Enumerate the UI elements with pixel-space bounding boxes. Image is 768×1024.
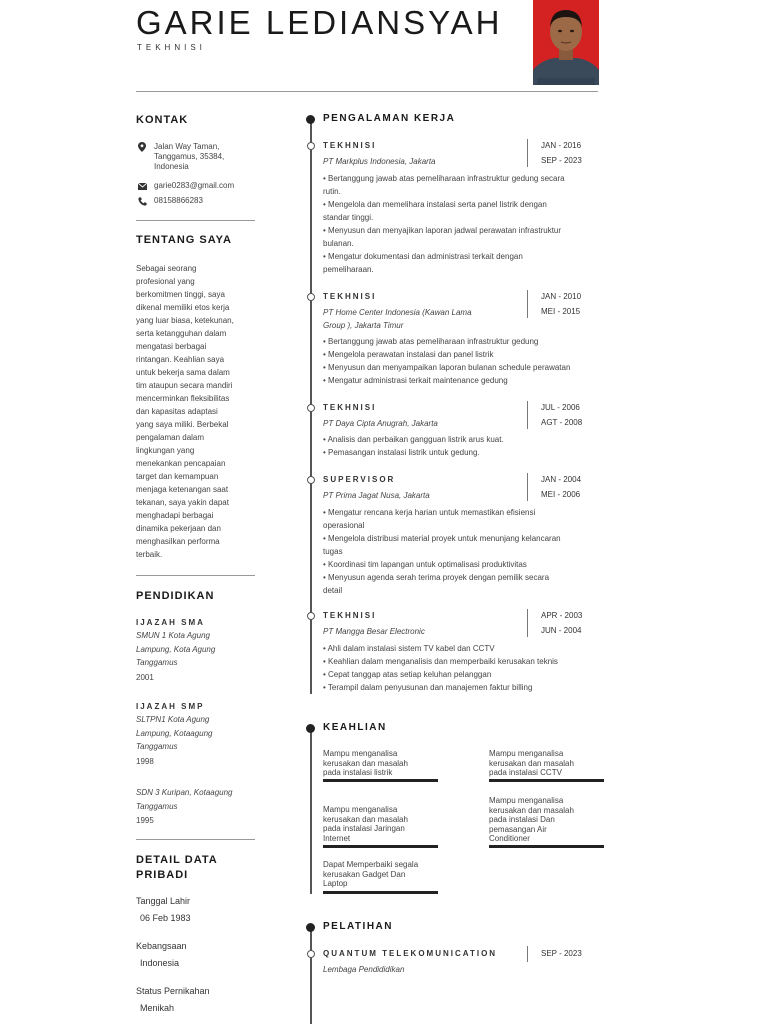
duty-line: detail [323, 586, 343, 595]
training-date: SEP - 2023 [541, 949, 582, 958]
skill-item [489, 796, 574, 844]
job-title: TEKHNISI [323, 141, 377, 150]
date-divider [527, 946, 528, 962]
education-line: SLTPN1 Kota Agung [136, 715, 210, 724]
phone-icon [136, 196, 148, 206]
job-company-line: PT Markplus Indonesia, Jakarta [323, 157, 436, 166]
keahlian-title: KEAHLIAN [323, 722, 387, 733]
about-line: tekanan, saya yakin dapat [136, 498, 229, 507]
kontak-divider [136, 220, 255, 221]
education-year: 1995 [136, 816, 154, 825]
duty-line: • Bertanggung jawab atas pemeliharaan infrastruktur gedung secara [323, 174, 565, 183]
date-divider [527, 139, 528, 167]
duty-line: operasional [323, 521, 365, 530]
skill-text [323, 805, 408, 843]
job-end: JUN - 2004 [541, 626, 582, 635]
timeline-node [307, 142, 315, 150]
section-bullet [306, 923, 315, 932]
duty-line: • Analisis dan perbaikan gangguan listrik arus kuat. [323, 435, 504, 444]
job-duties [323, 335, 618, 387]
education-line: Tanggamus [136, 801, 178, 811]
address-line: Jalan Way Taman, [154, 142, 220, 151]
header-divider [136, 91, 598, 92]
education-line: Tanggamus [136, 742, 178, 751]
skill-bar [323, 845, 438, 848]
timeline-node [307, 293, 315, 301]
job-company-line: PT Home Center Indonesia (Kawan Lama [323, 308, 472, 317]
job-dates [541, 400, 582, 430]
job-company-line: PT Daya Cipta Anugrah, Jakarta [323, 419, 438, 428]
pengalaman-title: PENGALAMAN KERJA [323, 113, 456, 124]
about-line: yang luar biasa, ketekunan, [136, 316, 234, 325]
duty-line: tugas [323, 547, 343, 556]
profile-photo [533, 0, 599, 85]
education-item [136, 702, 213, 766]
phone-text: 08158866283 [154, 196, 203, 205]
skill-line: kerusakan Gadget Dan [323, 869, 406, 879]
job-start: JUL - 2006 [541, 403, 580, 412]
about-line: Sebagai seorang [136, 264, 197, 273]
detail-value: Indonesia [140, 958, 180, 968]
about-line: berkomitmen tinggi, saya [136, 290, 225, 299]
duty-line: • Mengatur dokumentasi dan administrasi terkait dengan [323, 252, 523, 261]
job-title: TEKHNISI [323, 611, 377, 620]
about-line: menghasilkan performa [136, 537, 220, 546]
training-title: QUANTUM TELEKOMUNICATION [323, 949, 498, 958]
about-line: target dan kemampuan [136, 472, 219, 481]
duty-line: • Mengelola distribusi material proyek untuk menunjang kelancaran [323, 534, 561, 543]
job-dates [541, 138, 582, 168]
about-line: mengatasi berbagai [136, 342, 207, 351]
detail-title-line: DETAIL DATA [136, 854, 218, 866]
timeline-node [307, 404, 315, 412]
about-line: menjaga ketenangan saat [136, 485, 229, 494]
skill-line: Internet [323, 833, 351, 843]
skill-bar [489, 779, 604, 782]
job-dates [541, 608, 582, 638]
skill-line: kerusakan dan masalah [323, 758, 408, 768]
job-company [323, 489, 430, 502]
email-text: garie0283@gmail.com [154, 181, 235, 190]
email-icon [136, 181, 148, 191]
skill-text [489, 749, 574, 778]
skill-line: kerusakan dan masalah [489, 805, 574, 815]
contact-email[interactable] [136, 181, 234, 191]
skill-line: Conditioner [489, 834, 530, 843]
skill-bar [489, 845, 604, 848]
about-line: serta ketangguhan dalam [136, 329, 227, 338]
skill-bar [323, 779, 438, 782]
skill-line: Dapat Memperbaiki segala [323, 860, 419, 869]
job-company [323, 306, 472, 332]
duty-line: • Menyusun dan menyampaikan laporan bulanan schedule perawatan [323, 363, 571, 372]
skill-line: Mampu menganalisa [323, 749, 398, 758]
timeline-node [307, 612, 315, 620]
job-end: SEP - 2023 [541, 156, 582, 165]
skill-line: kerusakan dan masalah [323, 814, 408, 824]
about-line: yang saya miliki. Berbekal [136, 420, 229, 429]
skill-text [489, 796, 574, 844]
job-title: SUPERVISOR [323, 475, 396, 484]
detail-value: Menikah [140, 1003, 175, 1013]
date-divider [527, 401, 528, 429]
education-item [136, 786, 233, 825]
about-line: lingkungan yang [136, 446, 195, 455]
skill-line: Mampu menganalisa [323, 805, 398, 814]
about-line: profesional yang [136, 277, 195, 286]
job-duties [323, 433, 618, 459]
education-title: IJAZAH SMP [136, 702, 205, 711]
skill-text [323, 749, 408, 778]
job-start: APR - 2003 [541, 611, 583, 620]
tentang-title: TENTANG SAYA [136, 234, 232, 246]
timeline-node [307, 476, 315, 484]
profile-photo-image [533, 0, 599, 85]
detail-label: Tanggal Lahir [136, 896, 191, 906]
location-pin-icon [136, 142, 148, 152]
duty-line: • Mengatur rencana kerja harian untuk memastikan efisiensi [323, 508, 536, 517]
job-dates [541, 289, 581, 319]
duty-line: • Mengelola dan memelihara instalasi serta panel listrik dengan [323, 200, 547, 209]
education-school [136, 629, 215, 670]
duty-line: • Mengelola perawatan instalasi dan panel listrik [323, 350, 494, 359]
duty-line: bulanan. [323, 239, 354, 248]
training-org: Lembaga Pendididikan [323, 965, 405, 974]
job-end: MEI - 2015 [541, 307, 581, 316]
job-duties [323, 172, 618, 276]
job-company-line: PT Prima Jagat Nusa, Jakarta [323, 491, 430, 500]
detail-label: Status Pernikahan [136, 986, 210, 996]
education-year: 2001 [136, 672, 154, 682]
education-line: Lampung, Kota Agung [136, 644, 216, 654]
job-dates [541, 472, 581, 502]
skill-item [323, 860, 418, 889]
about-line: mencerminkan fleksibilitas [136, 394, 230, 403]
job-company [323, 417, 438, 430]
about-line: terbaik. [136, 550, 163, 559]
education-line: Lampung, Kotaagung [136, 728, 213, 738]
education-title: IJAZAH SMA [136, 618, 205, 627]
education-year: 1998 [136, 756, 154, 766]
about-line: dinamika pekerjaan dan [136, 524, 221, 533]
job-company-line: Group ), Jakarta Timur [323, 321, 404, 330]
date-divider [527, 473, 528, 501]
education-line: SDN 3 Kuripan, Kotaagung [136, 788, 233, 797]
job-start: JAN - 2010 [541, 292, 582, 301]
about-line: rintangan. Keahlian saya [136, 355, 225, 364]
education-line: Tanggamus [136, 658, 178, 667]
duty-line: • Menyusun dan menyajikan laporan jadwal perawatan infrastruktur [323, 226, 562, 235]
education-item [136, 618, 215, 682]
timeline-line-pelatihan [310, 927, 312, 1024]
job-company [323, 155, 436, 168]
resume-name: GARIE LEDIANSYAH [136, 4, 503, 41]
about-line: tim ataupun secara mandiri [136, 381, 233, 390]
duty-line: • Menyusun agenda serah terima proyek dengan pemilik secara [323, 573, 550, 582]
detail-label: Kebangsaan [136, 941, 187, 951]
skill-line: kerusakan dan masalah [489, 758, 574, 768]
job-start: JAN - 2004 [541, 475, 582, 484]
tentang-divider [136, 575, 255, 576]
address-line: Tanggamus, 35384, [154, 152, 225, 161]
job-company-line: PT Mangga Besar Electronic [323, 627, 425, 636]
duty-line: • Mengatur administrasi terkait maintenance gedung [323, 376, 508, 385]
pendidikan-title: PENDIDIKAN [136, 590, 215, 602]
section-bullet [306, 115, 315, 124]
about-line: dikenal memiliki etos kerja [136, 303, 230, 312]
skill-line: Laptop [323, 879, 348, 888]
job-end: MEI - 2006 [541, 490, 581, 499]
duty-line: pemeliharaan. [323, 265, 374, 274]
timeline-line-keahlian [310, 728, 312, 894]
detail-value: 06 Feb 1983 [140, 913, 191, 923]
job-duties [323, 642, 618, 694]
skill-item [489, 749, 574, 778]
skill-item [323, 749, 408, 778]
job-start: JAN - 2016 [541, 141, 582, 150]
about-line: menghadapi berbagai [136, 511, 214, 520]
skill-line: pada instalasi listrik [323, 768, 393, 777]
kontak-title: KONTAK [136, 114, 189, 126]
pendidikan-divider [136, 839, 255, 840]
detail-title [136, 853, 218, 883]
date-divider [527, 290, 528, 318]
job-end: AGT - 2008 [541, 418, 583, 427]
timeline-node [307, 950, 315, 958]
pelatihan-title: PELATIHAN [323, 921, 393, 932]
skill-line: Mampu menganalisa [489, 749, 564, 758]
job-title: TEKHNISI [323, 403, 377, 412]
job-company [323, 625, 425, 638]
skill-bar [323, 891, 438, 894]
skill-line: pada instalasi Jaringan [323, 824, 405, 833]
skill-text [323, 860, 418, 889]
skill-line: Mampu menganalisa [489, 796, 564, 805]
section-bullet [306, 724, 315, 733]
about-line: pengalaman dalam [136, 433, 205, 442]
duty-line: • Ahli dalam instalasi sistem TV kabel dan CCTV [323, 644, 495, 653]
education-line: SMUN 1 Kota Agung [136, 631, 210, 640]
duty-line: standar tinggi. [323, 213, 374, 222]
skill-item [323, 805, 408, 843]
skill-line: pemasangan Air [489, 824, 547, 834]
education-school [136, 786, 233, 813]
duty-line: • Terampil dalam penyusunan dan manajemen faktur billing [323, 683, 533, 692]
duty-line: • Keahlian dalam menganalisis dan memperbaiki kerusakan teknis [323, 657, 558, 666]
contact-phone[interactable] [136, 196, 203, 206]
about-line: menekankan pencapaian [136, 459, 226, 468]
duty-line: • Koordinasi tim lapangan untuk optimalisasi produktivitas [323, 560, 527, 569]
address-line: Indonesia [154, 162, 189, 171]
job-duties [323, 506, 618, 597]
duty-line: • Pemasangan instalasi listrik untuk gedung. [323, 448, 480, 457]
duty-line: • Bertanggung jawab atas pemeliharaan infrastruktur gedung [323, 337, 539, 346]
resume-subtitle: TEKHNISI [137, 43, 206, 52]
about-line: untuk bekerja sama dalam [136, 368, 230, 377]
job-title: TEKHNISI [323, 292, 377, 301]
contact-address [136, 142, 224, 172]
duty-line: • Cepat tanggap atas setiap keluhan pelanggan [323, 670, 492, 679]
education-school [136, 713, 213, 754]
skill-line: pada instalasi CCTV [489, 768, 562, 777]
about-text [136, 262, 261, 561]
skill-line: pada instalasi Dan [489, 815, 555, 824]
about-line: dan kapasitas adaptasi [136, 407, 218, 416]
duty-line: rutin. [323, 187, 341, 196]
detail-title-line: PRIBADI [136, 869, 189, 881]
date-divider [527, 609, 528, 637]
